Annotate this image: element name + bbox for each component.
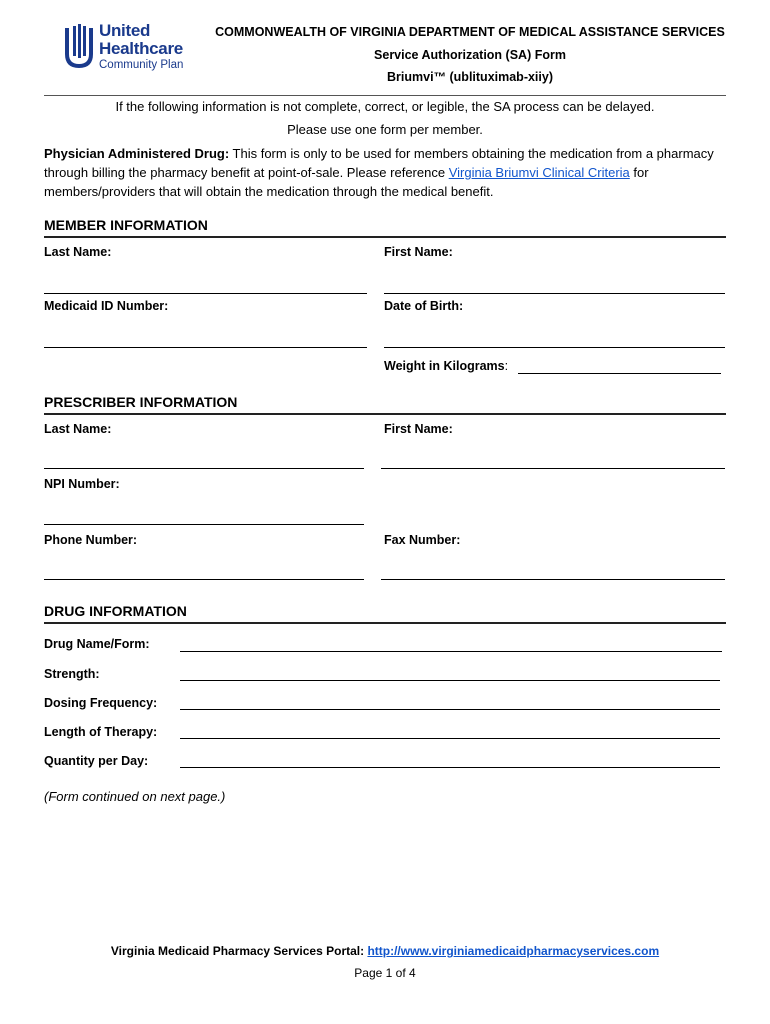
member-last-name-field[interactable]: [44, 293, 367, 294]
quantity-per-day-field[interactable]: [180, 767, 720, 768]
prescriber-first-name-field[interactable]: [381, 468, 725, 469]
page-number: Page 1 of 4: [354, 966, 416, 980]
npi-label: NPI Number:: [44, 477, 120, 491]
header-drug-name: Briumvi™ (ublituximab-xiiy): [387, 70, 553, 84]
drug-name-form-field[interactable]: [180, 651, 722, 652]
drug-section-title: DRUG INFORMATION: [44, 603, 187, 619]
member-section-title: MEMBER INFORMATION: [44, 217, 208, 233]
member-first-name-label: First Name:: [384, 245, 453, 259]
header-form-title: Service Authorization (SA) Form: [374, 48, 566, 62]
header-agency: COMMONWEALTH OF VIRGINIA DEPARTMENT OF MEDICAL ASSISTANCE SERVICES: [215, 25, 725, 39]
phone-field[interactable]: [44, 579, 364, 580]
member-section-rule: [44, 236, 726, 238]
portal-url-link[interactable]: http://www.virginiamedicaidpharmacyservices.com: [367, 944, 660, 958]
intro-bold-lead: Physician Administered Drug:: [44, 146, 230, 161]
npi-field[interactable]: [44, 524, 364, 525]
member-first-name-field[interactable]: [384, 293, 725, 294]
weight-label: Weight in Kilograms:: [384, 359, 509, 373]
member-last-name-label: Last Name:: [44, 245, 112, 259]
dob-label: Date of Birth:: [384, 299, 464, 313]
dob-field[interactable]: [384, 347, 725, 348]
intro-paragraph: [44, 144, 734, 201]
medicaid-id-label: Medicaid ID Number:: [44, 299, 169, 313]
quantity-per-day-label: Quantity per Day:: [44, 754, 149, 768]
drug-section-rule: [44, 622, 726, 624]
prescriber-last-name-label: Last Name:: [44, 422, 112, 436]
dosing-frequency-label: Dosing Frequency:: [44, 696, 158, 710]
clinical-criteria-link[interactable]: Virginia Briumvi Clinical Criteria: [448, 165, 630, 180]
dosing-frequency-field[interactable]: [180, 709, 720, 710]
strength-label: Strength:: [44, 667, 100, 681]
prescriber-last-name-field[interactable]: [44, 468, 364, 469]
weight-field[interactable]: [518, 373, 721, 374]
footer-portal: [44, 944, 726, 958]
logo-line-united: United: [99, 21, 151, 40]
prescriber-section-rule: [44, 413, 726, 415]
logo-line-community-plan: Community Plan: [99, 59, 184, 71]
footer-portal-label: Virginia Medicaid Pharmacy Services Portal:: [110, 944, 368, 958]
intro-warning: If the following information is not complete, correct, or legible, the SA process can be delayed.: [115, 99, 655, 114]
fax-field[interactable]: [381, 579, 725, 580]
uhc-u-shield-icon: [64, 24, 94, 70]
intro-one-form: Please use one form per member.: [287, 122, 483, 137]
length-of-therapy-field[interactable]: [180, 738, 720, 739]
logo-line-healthcare: Healthcare: [99, 39, 183, 58]
prescriber-first-name-label: First Name:: [384, 422, 453, 436]
header-divider: [44, 95, 726, 96]
length-of-therapy-label: Length of Therapy:: [44, 725, 158, 739]
drug-name-form-label: Drug Name/Form:: [44, 637, 150, 651]
phone-label: Phone Number:: [44, 533, 138, 547]
medicaid-id-field[interactable]: [44, 347, 367, 348]
prescriber-section-title: PRESCRIBER INFORMATION: [44, 394, 238, 410]
form-continued-note: (Form continued on next page.): [44, 789, 226, 804]
strength-field[interactable]: [180, 680, 720, 681]
fax-label: Fax Number:: [384, 533, 461, 547]
intro-text-a: This form is only to be used for members obtaining the medication from a pharmacy through billing the pharmacy benefit at point-of-sale. Please reference: [44, 146, 714, 180]
unitedhealthcare-logo: [64, 22, 194, 70]
intro-text-b: for members/providers that will obtain the medication through the medical benefit.: [44, 165, 649, 199]
